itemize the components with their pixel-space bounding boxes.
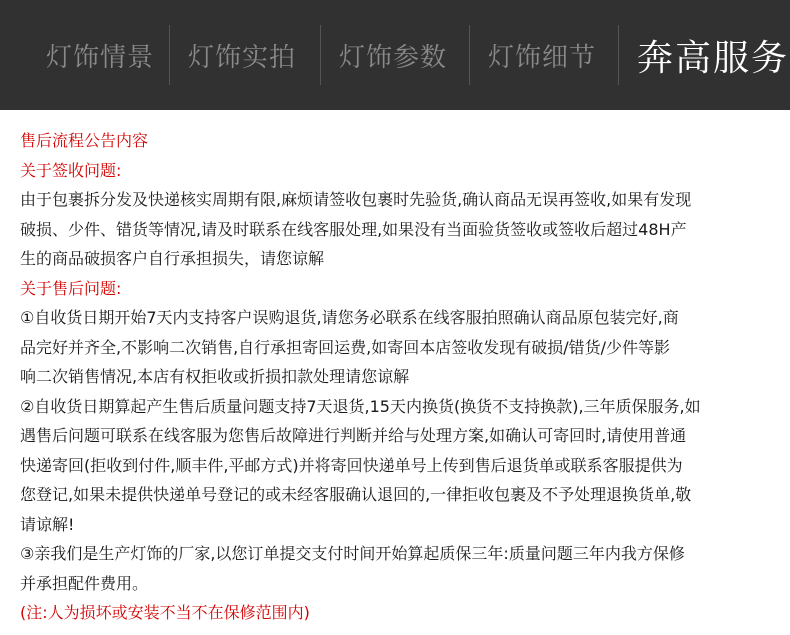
sign-text-line: 由于包裹拆分发及快递核实周期有限,麻烦请签收包裹时先验货,确认商品无误再签收,如果有发现 [20, 190, 692, 209]
tab-lighting-params[interactable]: 灯饰参数 [321, 25, 470, 85]
after-sales-text-line: 请谅解! [20, 514, 75, 534]
after-sales-text-line: ②自收货日期算起产生售后质量问题支持7天退货,15天内换货(换货不支持换款),三年质保服务,如 [20, 396, 701, 416]
after-sales-section-heading: 关于售后问题: [20, 278, 122, 298]
sign-text-line: 生的商品破损客户自行承担损失，请您谅解 [20, 249, 325, 268]
sign-section-heading: 关于签收问题: [20, 160, 122, 180]
after-sales-text-line: ③亲我们是生产灯饰的厂家,以您订单提交支付时间开始算起质保三年:质量问题三年内我方保修 [20, 544, 685, 563]
after-sales-text-line: ①自收货日期开始7天内支持客户误购退货,请您务必联系在线客服拍照确认商品原包装完好,商 [20, 308, 679, 327]
after-sales-text-line: 品完好并齐全,不影响二次销售,自行承担寄回运费,如寄回本店签收发现有破损/错货/少件等影 [20, 337, 671, 357]
tab-lighting-details[interactable]: 灯饰细节 [470, 25, 619, 85]
after-sales-text-line: 并承担配件费用。 [20, 573, 149, 593]
warranty-footnote: (注:人为损坏或安装不当不在保修范围内) [20, 603, 310, 622]
tab-lighting-scene[interactable]: 灯饰情景 [40, 25, 170, 85]
after-sales-text-line: 响二次销售情况,本店有权拒收或折损扣款处理请您谅解 [20, 367, 410, 386]
tab-lighting-photos[interactable]: 灯饰实拍 [170, 25, 321, 85]
notice-title: 售后流程公告内容 [20, 131, 149, 150]
after-sales-text-line: 遇售后问题可联系在线客服为您售后故障进行判断并给与处理方案,如确认可寄回时,请使用普通 [20, 426, 687, 445]
after-sales-text-line: 快递寄回(拒收到付件,顺丰件,平邮方式)并将寄回快递单号上传到售后退货单或联系客服提供为 [20, 455, 683, 475]
service-tab-bar [0, 0, 790, 110]
after-sales-notice [0, 110, 790, 628]
after-sales-text-line: 您登记,如果未提供快递单号登记的或未经客服确认退回的,一律拒收包裹及不予处理退换货单,敬 [20, 485, 692, 504]
sign-text-line: 破损、少件、错货等情况,请及时联系在线客服处理,如果没有当面验货签收或签收后超过48H产 [20, 219, 687, 239]
tab-bengao-service[interactable]: 奔高服务 [637, 37, 790, 79]
